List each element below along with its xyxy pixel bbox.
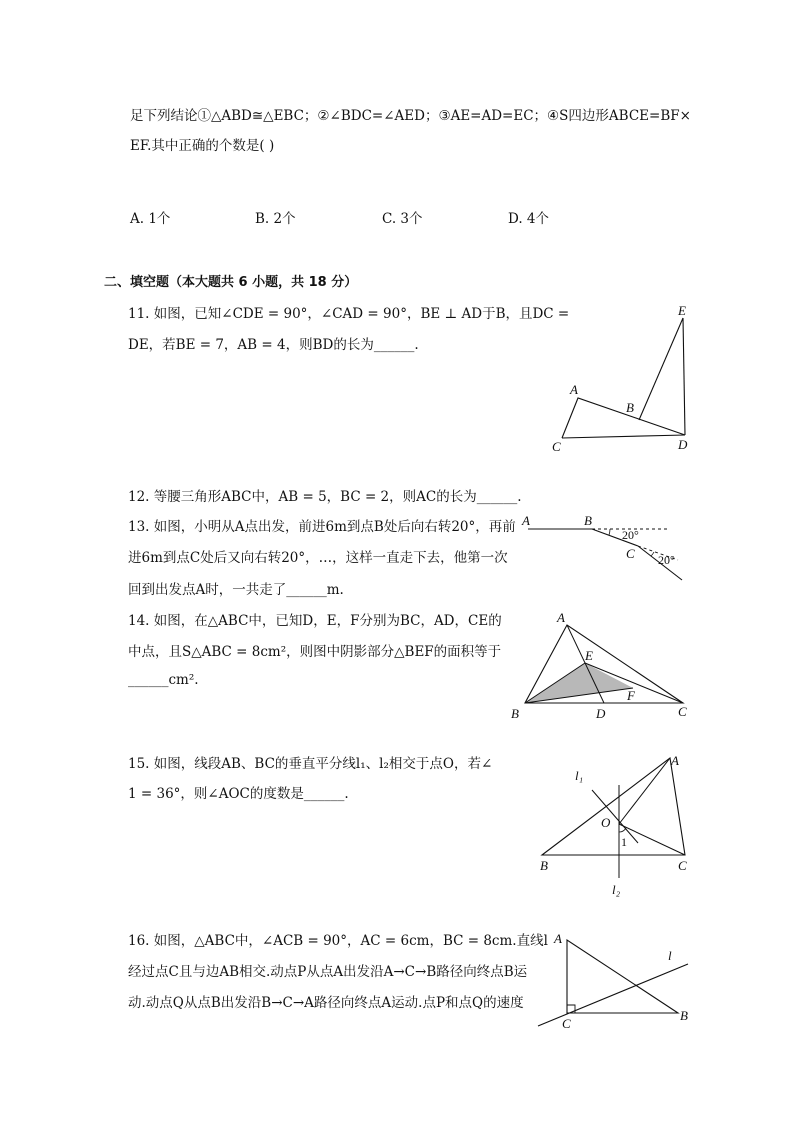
- q14-label-b: B: [511, 706, 519, 721]
- q10-line1: 足下列结论①△ABD≅△EBC；②∠BDC=∠AED；③AE=AD=EC；④S四边形ABCE=BF×: [130, 108, 691, 124]
- q13-label-a: A: [522, 513, 530, 528]
- q10-option-d: D. 4个: [508, 211, 550, 227]
- q15-line-l1: [592, 790, 638, 843]
- q15-triangle-abc: [542, 758, 685, 855]
- q11-label-d: D: [678, 437, 688, 452]
- q16-line2: 经过点C且与边AB相交.动点P从点A出发沿A→C→B路径向终点B运: [128, 964, 528, 980]
- q14-shaded-bef: [525, 663, 633, 703]
- section-header: 二、填空题（本大题共 6 小题，共 18 分）: [104, 275, 358, 290]
- q16-label-c: C: [562, 1016, 571, 1031]
- q14-figure: [505, 608, 700, 726]
- q13-angle-label-1: 20°: [622, 528, 639, 542]
- q11-label-b: B: [626, 400, 634, 415]
- q11-edge-de: [683, 318, 685, 435]
- q13-line2: 进6m到点C处后又向右转20°，…，这样一直走下去，他第一次: [128, 550, 508, 566]
- q15-label-b: B: [540, 858, 548, 873]
- q15-label-l2: l₂: [612, 882, 621, 897]
- q11-label-c: C: [552, 439, 561, 454]
- q16-line3: 动.动点Q从点B出发沿B→C→A路径向终点A运动.点P和点Q的速度: [128, 995, 524, 1011]
- q15-line1: 15. 如图，线段AB、BC的垂直平分线l₁、l₂相交于点O，若∠: [128, 756, 493, 772]
- q14-label-f: F: [627, 688, 635, 703]
- q13-label-c: C: [626, 546, 635, 561]
- q16-line1: 16. 如图，△ABC中，∠ACB = 90°，AC = 6cm，BC = 8cm.直线l: [128, 933, 548, 949]
- q16-label-l: l: [668, 948, 672, 963]
- q14-line3: ______cm².: [128, 672, 199, 688]
- q16-label-b: B: [680, 1008, 688, 1023]
- q11-label-e: E: [678, 303, 686, 318]
- q14-label-a: A: [557, 610, 565, 625]
- q11-line1: 11. 如图，已知∠CDE = 90°，∠CAD = 90°，BE ⊥ AD于B，且DC =: [128, 306, 570, 322]
- q15-figure: [535, 748, 700, 903]
- q10-option-c: C. 3个: [382, 211, 423, 227]
- q13-angle-arc-2: [651, 552, 654, 556]
- q13-line3: 回到出发点A时，一共走了______m.: [128, 582, 344, 598]
- q11-label-a: A: [570, 382, 578, 397]
- q14-line1: 14. 如图，在△ABC中，已知D，E，F分别为BC，AD，CE的: [128, 613, 502, 629]
- q13-line1: 13. 如图，小明从A点出发，前进6m到点B处后向右转20°，再前: [128, 519, 516, 535]
- q15-label-a: A: [671, 753, 679, 768]
- q14-label-c: C: [678, 704, 687, 719]
- q13-label-b: B: [584, 513, 592, 528]
- q11-edge-ca-ad: [562, 398, 685, 438]
- q16-label-a: A: [554, 931, 562, 946]
- q11-edge-cd: [562, 435, 685, 438]
- q15-segment-oc: [619, 824, 685, 855]
- q10-line2: EF.其中正确的个数是( ): [130, 138, 275, 154]
- q10-option-b: B. 2个: [255, 211, 296, 227]
- q13-angle-arc-1: [609, 529, 610, 535]
- q15-label-l1: l₁: [575, 768, 584, 783]
- q14-label-d: D: [596, 706, 606, 721]
- q12-line1: 12. 等腰三角形ABC中，AB = 5，BC = 2，则AC的长为______.: [128, 489, 522, 505]
- q10-option-a: A. 1个: [130, 211, 171, 227]
- q15-label-angle-1: 1: [621, 835, 627, 849]
- q14-line2: 中点，且S△ABC = 8cm²，则图中阴影部分△BEF的面积等于: [128, 644, 502, 660]
- q15-label-c: C: [678, 858, 687, 873]
- q11-figure: [540, 300, 700, 460]
- q13-figure: [520, 508, 690, 588]
- q11-edge-be: [639, 318, 683, 420]
- q16-line-l: [538, 964, 688, 1026]
- q15-line2: 1 = 36°，则∠AOC的度数是______.: [128, 786, 349, 802]
- q16-figure: [530, 928, 700, 1038]
- q16-triangle-abc: [567, 940, 678, 1013]
- q11-line2: DE，若BE = 7，AB = 4，则BD的长为______.: [128, 337, 419, 353]
- q14-label-e: E: [585, 648, 593, 663]
- q15-label-o: O: [601, 815, 611, 830]
- q11-edge-ce: [562, 318, 683, 438]
- q13-angle-label-2: 20°: [658, 553, 675, 567]
